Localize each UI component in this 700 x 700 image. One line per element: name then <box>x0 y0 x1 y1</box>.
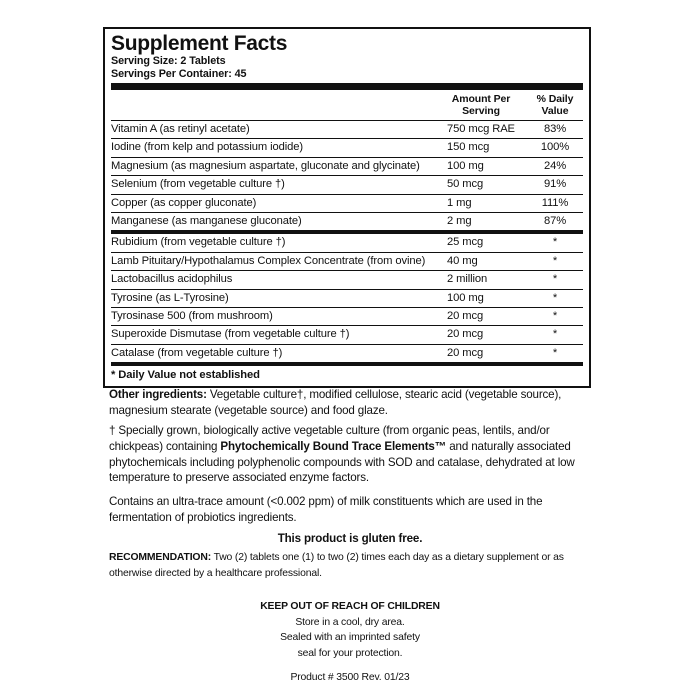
warning-block <box>0 599 700 661</box>
product-code: Product # 3500 Rev. 01/23 <box>290 672 410 683</box>
supplement-facts-panel <box>103 27 591 388</box>
amount-header-line1: Amount Per <box>451 93 511 105</box>
thick-divider <box>111 83 583 90</box>
nutrient-amount: 2 mg <box>447 214 472 227</box>
nutrient-name: Vitamin A (as retinyl acetate) <box>111 123 250 135</box>
column-headers <box>111 90 583 120</box>
nutrient-name: Lamb Pituitary/Hypothalamus Complex Concentrate (from ovine) <box>111 254 426 267</box>
amount-column-header <box>435 93 527 117</box>
nutrient-daily-value: * <box>552 291 558 304</box>
nutrient-amount: 100 mg <box>447 291 484 304</box>
nutrient-name: Magnesium (as magnesium aspartate, gluconate and glycinate) <box>111 159 420 172</box>
nutrient-row <box>111 120 583 138</box>
nutrient-name: Superoxide Dismutase (from vegetable culture †) <box>111 328 350 341</box>
nutrient-name: Tyrosine (as L-Tyrosine) <box>111 291 229 304</box>
nutrient-daily-value: * <box>552 273 558 286</box>
nutrient-daily-value: 24% <box>543 159 567 172</box>
nutrient-name: Iodine (from kelp and potassium iodide) <box>111 141 303 154</box>
other-ingredients-label: Other ingredients: <box>109 388 207 401</box>
nutrient-daily-value: * <box>552 254 558 267</box>
nutrient-amount: 750 mcg RAE <box>447 123 515 135</box>
nutrient-name: Lactobacillus acidophilus <box>111 273 233 286</box>
nutrient-name: Manganese (as manganese gluconate) <box>111 214 302 227</box>
nutrient-amount: 20 mcg <box>447 309 484 322</box>
dv-column-header <box>527 93 583 117</box>
nutrient-amount: 50 mcg <box>447 178 484 191</box>
nutrient-name: Selenium (from vegetable culture †) <box>111 178 285 191</box>
dv-header-line1: % Daily <box>536 93 574 105</box>
nutrient-row <box>111 212 583 230</box>
storage-line-2: Sealed with an imprinted safety <box>280 632 420 644</box>
nutrient-row <box>111 157 583 175</box>
ingredient-column-header <box>111 93 435 117</box>
nutrient-name: Copper (as copper gluconate) <box>111 196 257 209</box>
nutrient-row <box>111 252 583 270</box>
nutrient-amount: 20 mcg <box>447 346 484 359</box>
nutrient-daily-value: 87% <box>543 214 567 227</box>
nutrient-daily-value: * <box>552 309 558 322</box>
servings-per-container: Servings Per Container: 45 <box>111 67 247 80</box>
nutrient-row <box>111 234 583 251</box>
recommendation-label: RECOMMENDATION: <box>109 552 212 563</box>
nutrient-amount: 150 mcg <box>447 141 490 154</box>
dv-header-line2: Value <box>541 105 569 117</box>
nutrient-daily-value: * <box>552 346 558 359</box>
amount-header-line2: Serving <box>462 105 500 117</box>
nutrient-amount: 20 mcg <box>447 328 484 341</box>
nutrient-amount: 100 mg <box>447 159 484 172</box>
nutrient-daily-value: 111% <box>541 196 569 209</box>
nutrient-row <box>111 307 583 325</box>
milk-note: Contains an ultra-trace amount (<0.002 ppm) of milk constituents which are used in the fermentation of probiotics ingredients. <box>109 495 543 524</box>
dagger-note <box>109 423 595 486</box>
other-ingredients-text: Vegetable culture†, modified cellulose, stearic acid (vegetable source), magnesium stearate (vegetable source) and food glaze. <box>109 388 562 417</box>
recommendation-text: Two (2) tablets one (1) to two (2) times each day as a dietary supplement or as otherwise directed by a healthcare professional. <box>109 552 564 579</box>
nutrient-row <box>111 194 583 212</box>
nutrient-daily-value: * <box>552 328 558 341</box>
nutrient-name: Tyrosinase 500 (from mushroom) <box>111 309 273 322</box>
nutrient-amount: 2 million <box>447 273 488 286</box>
dagger-note-bold: Phytochemically Bound Trace Elements™ <box>220 439 447 453</box>
facts-title: Supplement Facts <box>111 32 288 55</box>
nutrient-daily-value: 83% <box>543 123 567 135</box>
nutrient-daily-value: 100% <box>540 141 570 154</box>
nutrient-daily-value: * <box>552 236 558 249</box>
other-ingredients <box>109 387 595 419</box>
nutrient-group-no-daily-value <box>111 234 583 362</box>
nutrient-row <box>111 175 583 193</box>
nutrient-row <box>111 344 583 362</box>
nutrient-group-daily-value <box>111 120 583 230</box>
nutrient-name: Rubidium (from vegetable culture †) <box>111 236 286 249</box>
dagger-note-part1: † Specially grown, biologically active vegetable culture (from organic peas, lentils, and/or chickpeas) containing <box>109 424 550 453</box>
serving-size: Serving Size: 2 Tablets <box>111 55 226 67</box>
storage-line-3: seal for your protection. <box>297 647 403 659</box>
dagger-note-part2: and naturally associated phytochemicals including polyphenolic compounds with SOD and catalase, dehydrated at low temperature to preserve associated enzyme factors. <box>109 439 575 485</box>
nutrient-name: Catalase (from vegetable culture †) <box>111 346 283 359</box>
daily-value-footnote: * Daily Value not established <box>111 362 583 386</box>
nutrient-daily-value: 91% <box>543 178 567 191</box>
nutrient-row <box>111 270 583 288</box>
nutrient-row <box>111 289 583 307</box>
nutrient-amount: 1 mg <box>447 196 472 209</box>
gluten-free-note: This product is gluten free. <box>277 532 423 545</box>
nutrient-amount: 25 mcg <box>447 236 484 249</box>
warning-title: KEEP OUT OF REACH OF CHILDREN <box>260 601 440 612</box>
nutrient-amount: 40 mg <box>447 254 478 267</box>
storage-line-1: Store in a cool, dry area. <box>295 616 405 628</box>
nutrient-row <box>111 138 583 156</box>
nutrient-row <box>111 325 583 343</box>
recommendation <box>109 550 595 581</box>
